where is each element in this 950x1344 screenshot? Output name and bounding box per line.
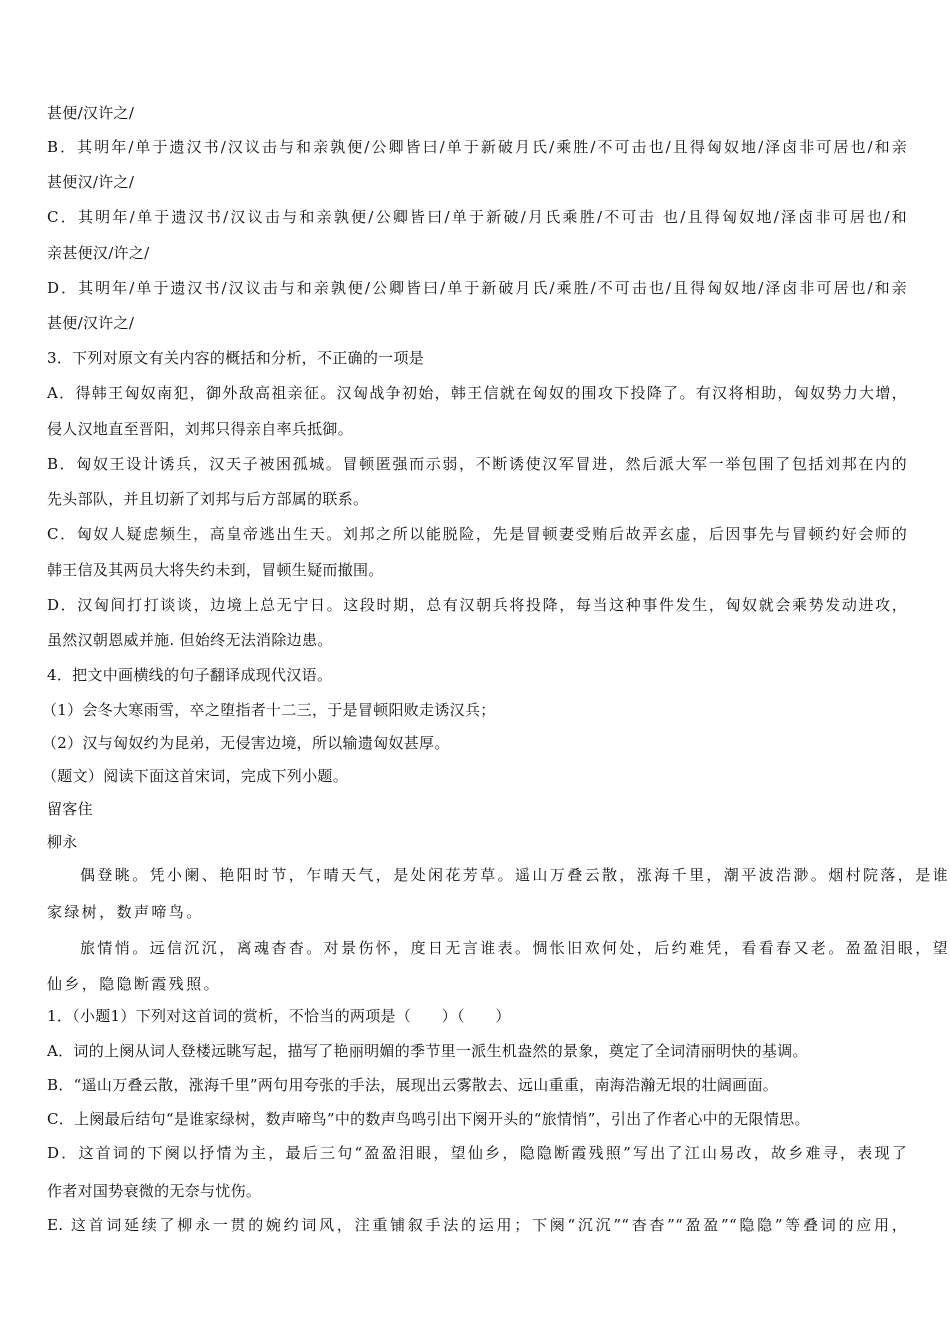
q3-option-a: A．得韩王匈奴南犯，御外敌高祖亲征。汉匈战争初始，韩王信就在匈奴的围攻下投降了。有汉将相助，匈奴势力大增， <box>47 384 907 402</box>
option-a-continuation: 甚便/汉许之/ <box>47 104 135 122</box>
option-d-continuation: 甚便/汉许之/ <box>47 314 135 332</box>
q3-option-c-continuation: 韩王信及其两员大将失约未到，冒顿生疑而撤围。 <box>47 561 384 579</box>
sub1-option-d-continuation: 作者对国势衰微的无奈与忧伤。 <box>47 1182 262 1200</box>
q4-sentence-1: （1）会冬大寒雨雪，卒之堕指者十二三，于是冒顿阳败走诱汉兵； <box>42 701 496 719</box>
q3-option-d-continuation: 虽然汉朝恩威并施. 但始终无法消除边患。 <box>47 631 333 649</box>
poem-author: 柳永 <box>47 833 78 851</box>
poem-title: 留客住 <box>47 800 93 818</box>
poem-stanza-1-continuation: 家绿树，数声啼鸟。 <box>47 903 204 921</box>
sub1-option-c: C．上阕最后结句“是谁家绿树，数声啼鸟”中的数声鸟鸣引出下阕开头的“旅情悄”，引出了作者心中的无限情思。 <box>47 1110 810 1128</box>
poem-stanza-1: 偶登眺。凭小阑、艳阳时节，乍晴天气，是处闲花芳草。遥山万叠云散，涨海千里，潮平波浩渺。烟村院落，是谁 <box>80 866 950 884</box>
q3-option-a-continuation: 侵人汉地直至晋阳，刘邦只得亲自率兵抵御。 <box>47 420 354 438</box>
sub1-option-b: B．“遥山万叠云散，涨海千里”两句用夸张的手法，展现出云雾散去、远山重重，南海浩瀚无垠的壮阔画面。 <box>47 1076 779 1094</box>
option-c-continuation: 亲甚便汉/许之/ <box>47 244 150 262</box>
q3-option-b: B．匈奴王设计诱兵，汉天子被困孤城。冒顿匿强而示弱，不断诱使汉军冒进，然后派大军一举包围了包括刘邦在内的 <box>47 455 907 473</box>
sub1-option-a: A．词的上阕从词人登楼远眺写起，描写了艳丽明媚的季节里一派生机盎然的景象，奠定了全词清丽明快的基调。 <box>47 1042 808 1060</box>
poem-stanza-2: 旅情悄。远信沉沉，离魂杳杳。对景伤怀，度日无言谁表。惆怅旧欢何处，后约难凭，看看春又老。盈盈泪眼，望 <box>80 939 950 957</box>
option-b-continuation: 甚便汉/许之/ <box>47 173 135 191</box>
subquestion-1: 1．（小题1）下列对这首词的赏析，不恰当的两项是（ ）（ ） <box>47 1007 511 1025</box>
q3-option-d: D．汉匈间打打谈谈，边境上总无宁日。这段时期，总有汉朝兵将投降，每当这种事件发生，匈奴就会乘势发动进攻， <box>47 596 907 614</box>
option-b: B．其明年/单于遗汉书/汉议击与和亲孰便/公卿皆曰/单于新破月氏/乘胜/不可击也/且得匈奴地/泽卤非可居也/和亲 <box>47 138 907 156</box>
sub1-option-d: D．这首词的下阕以抒情为主，最后三句“盈盈泪眼，望仙乡，隐隐断霞残照”写出了江山易改，故乡难寻，表现了 <box>47 1144 907 1162</box>
question-3: 3．下列对原文有关内容的概括和分析，不正确的一项是 <box>47 349 425 367</box>
q3-option-b-continuation: 先头部队，并且切新了刘邦与后方部属的联系。 <box>47 490 369 508</box>
sub1-option-e: E. 这首词延续了柳永一贯的婉约词风，注重铺叙手法的运用；下阕“沉沉”“杳杳”“盈盈”“隐隐”等叠词的应用， <box>47 1216 907 1234</box>
question-4: 4．把文中画横线的句子翻译成现代汉语。 <box>47 666 333 684</box>
q4-sentence-2: （2）汉与匈奴约为昆弟，无侵害边境，所以输遗匈奴甚厚。 <box>42 734 450 752</box>
q3-option-c: C．匈奴人疑虑频生，高皇帝逃出生天。刘邦之所以能脱险，先是冒顿妻受贿后故弄玄虚，后因事先与冒顿约好会师的 <box>47 525 907 543</box>
option-d: D．其明年/单于遗汉书/汉议击与和亲孰便/公卿皆曰/单于新破月氏/乘胜/不可击也/且得匈奴地/泽卤非可居也/和亲 <box>47 279 907 297</box>
option-c: C．其明年/单于遗汉书/汉议击与和亲孰便/公卿皆曰/单于新破/月氏乘胜/不可击 也/且得匈奴地/泽卤非可居也/和 <box>47 208 907 226</box>
poem-instruction: （题文）阅读下面这首宋词，完成下列小题。 <box>42 767 349 785</box>
poem-stanza-2-continuation: 仙乡，隐隐断霞残照。 <box>47 975 222 993</box>
